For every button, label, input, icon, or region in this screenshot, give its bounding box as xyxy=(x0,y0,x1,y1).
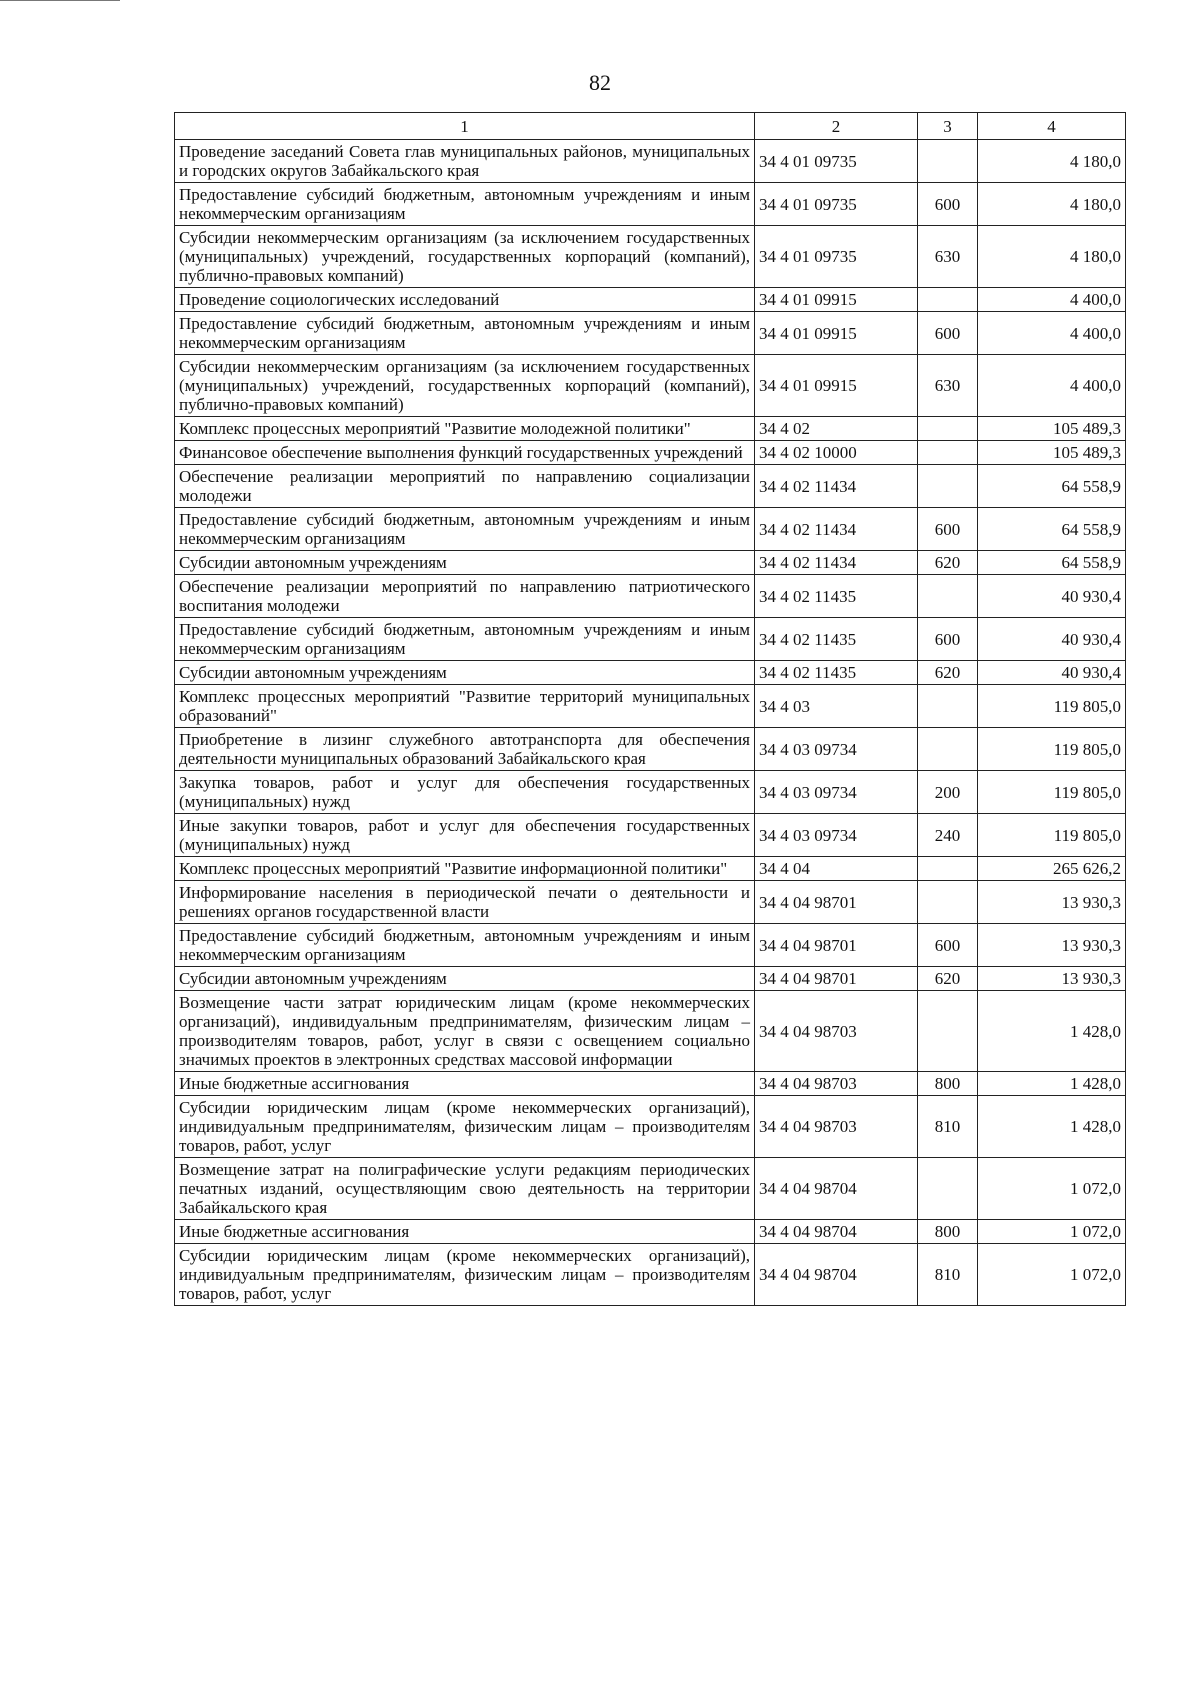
row-name-cell: Комплекс процессных мероприятий "Развитие молодежной политики" xyxy=(175,417,755,441)
row-amount-cell: 40 930,4 xyxy=(978,575,1126,618)
row-type-cell: 620 xyxy=(918,967,978,991)
row-code-cell: 34 4 02 11435 xyxy=(755,618,918,661)
row-type-cell: 600 xyxy=(918,508,978,551)
row-amount-cell: 40 930,4 xyxy=(978,618,1126,661)
row-code-cell: 34 4 04 98701 xyxy=(755,924,918,967)
table-row xyxy=(175,312,1126,355)
row-amount-cell: 119 805,0 xyxy=(978,728,1126,771)
row-type-cell: 620 xyxy=(918,551,978,575)
row-type-cell: 600 xyxy=(918,618,978,661)
table-row xyxy=(175,1158,1126,1220)
row-type-cell xyxy=(918,728,978,771)
row-name-cell: Возмещение затрат на полиграфические услуги редакциям периодических печатных изданий, осуществляющим свою деятельность на территории Забайкальского края xyxy=(175,1158,755,1220)
row-type-cell xyxy=(918,857,978,881)
row-code-cell: 34 4 03 xyxy=(755,685,918,728)
row-code-cell: 34 4 04 98703 xyxy=(755,1096,918,1158)
row-code-cell: 34 4 04 98704 xyxy=(755,1244,918,1306)
row-amount-cell: 119 805,0 xyxy=(978,814,1126,857)
row-name-cell: Информирование населения в периодической печати о деятельности и решениях органов государственной власти xyxy=(175,881,755,924)
row-name-cell: Иные закупки товаров, работ и услуг для обеспечения государственных (муниципальных) нужд xyxy=(175,814,755,857)
table-row xyxy=(175,417,1126,441)
row-type-cell: 240 xyxy=(918,814,978,857)
row-code-cell: 34 4 04 98701 xyxy=(755,881,918,924)
table-row xyxy=(175,857,1126,881)
row-name-cell: Субсидии некоммерческим организациям (за исключением государственных (муниципальных) учреждений, государственных корпораций (компаний), публично-правовых компаний) xyxy=(175,226,755,288)
row-code-cell: 34 4 01 09915 xyxy=(755,355,918,417)
table-row xyxy=(175,465,1126,508)
table-row xyxy=(175,441,1126,465)
table-row xyxy=(175,508,1126,551)
row-type-cell: 600 xyxy=(918,183,978,226)
row-code-cell: 34 4 03 09734 xyxy=(755,728,918,771)
table-row xyxy=(175,967,1126,991)
row-amount-cell: 119 805,0 xyxy=(978,771,1126,814)
row-amount-cell: 1 072,0 xyxy=(978,1158,1126,1220)
row-amount-cell: 1 428,0 xyxy=(978,1072,1126,1096)
table-row xyxy=(175,814,1126,857)
row-type-cell: 800 xyxy=(918,1220,978,1244)
row-name-cell: Иные бюджетные ассигнования xyxy=(175,1220,755,1244)
row-name-cell: Субсидии автономным учреждениям xyxy=(175,661,755,685)
row-amount-cell: 4 180,0 xyxy=(978,140,1126,183)
row-name-cell: Закупка товаров, работ и услуг для обеспечения государственных (муниципальных) нужд xyxy=(175,771,755,814)
row-type-cell xyxy=(918,991,978,1072)
row-type-cell: 600 xyxy=(918,924,978,967)
row-amount-cell: 1 428,0 xyxy=(978,991,1126,1072)
table-row xyxy=(175,991,1126,1072)
row-name-cell: Субсидии некоммерческим организациям (за исключением государственных (муниципальных) учреждений, государственных корпораций (компаний), публично-правовых компаний) xyxy=(175,355,755,417)
row-name-cell: Предоставление субсидий бюджетным, автономным учреждениям и иным некоммерческим организациям xyxy=(175,924,755,967)
row-name-cell: Иные бюджетные ассигнования xyxy=(175,1072,755,1096)
row-type-cell xyxy=(918,288,978,312)
table-row xyxy=(175,1220,1126,1244)
row-code-cell: 34 4 01 09735 xyxy=(755,140,918,183)
row-name-cell: Комплекс процессных мероприятий "Развитие информационной политики" xyxy=(175,857,755,881)
table-row xyxy=(175,881,1126,924)
row-name-cell: Обеспечение реализации мероприятий по направлению социализации молодежи xyxy=(175,465,755,508)
row-code-cell: 34 4 01 09735 xyxy=(755,183,918,226)
row-name-cell: Возмещение части затрат юридическим лицам (кроме некоммерческих организаций), индивидуальным предпринимателям, физическим лицам – производителям товаров, работ, услуг в связи с освещением социально значимых проектов в электронных средствах массовой информации xyxy=(175,991,755,1072)
row-amount-cell: 40 930,4 xyxy=(978,661,1126,685)
row-code-cell: 34 4 02 11435 xyxy=(755,575,918,618)
table-row xyxy=(175,771,1126,814)
row-code-cell: 34 4 04 98703 xyxy=(755,1072,918,1096)
row-name-cell: Комплекс процессных мероприятий "Развитие территорий муниципальных образований" xyxy=(175,685,755,728)
row-name-cell: Предоставление субсидий бюджетным, автономным учреждениям и иным некоммерческим организациям xyxy=(175,508,755,551)
row-name-cell: Приобретение в лизинг служебного автотранспорта для обеспечения деятельности муниципальных образований Забайкальского края xyxy=(175,728,755,771)
row-name-cell: Субсидии автономным учреждениям xyxy=(175,551,755,575)
table-row xyxy=(175,1244,1126,1306)
table-row xyxy=(175,661,1126,685)
row-name-cell: Субсидии автономным учреждениям xyxy=(175,967,755,991)
row-type-cell xyxy=(918,465,978,508)
table-row xyxy=(175,183,1126,226)
table-row xyxy=(175,1072,1126,1096)
row-amount-cell: 105 489,3 xyxy=(978,441,1126,465)
row-code-cell: 34 4 02 10000 xyxy=(755,441,918,465)
row-type-cell: 800 xyxy=(918,1072,978,1096)
row-name-cell: Проведение социологических исследований xyxy=(175,288,755,312)
table-row xyxy=(175,288,1126,312)
budget-table xyxy=(174,112,1126,1306)
row-amount-cell: 4 400,0 xyxy=(978,288,1126,312)
row-code-cell: 34 4 02 11434 xyxy=(755,551,918,575)
row-type-cell: 600 xyxy=(918,312,978,355)
row-amount-cell: 105 489,3 xyxy=(978,417,1126,441)
table-row xyxy=(175,575,1126,618)
page-number: 82 xyxy=(589,70,611,95)
row-name-cell: Субсидии юридическим лицам (кроме некоммерческих организаций), индивидуальным предпринимателям, физическим лицам – производителям товаров, работ, услуг xyxy=(175,1244,755,1306)
row-amount-cell: 13 930,3 xyxy=(978,881,1126,924)
table-row xyxy=(175,140,1126,183)
row-code-cell: 34 4 02 xyxy=(755,417,918,441)
row-name-cell: Проведение заседаний Совета глав муниципальных районов, муниципальных и городских округов Забайкальского края xyxy=(175,140,755,183)
row-code-cell: 34 4 01 09915 xyxy=(755,288,918,312)
row-type-cell: 810 xyxy=(918,1096,978,1158)
row-name-cell: Обеспечение реализации мероприятий по направлению патриотического воспитания молодежи xyxy=(175,575,755,618)
table-header-row xyxy=(175,113,1126,140)
row-code-cell: 34 4 04 xyxy=(755,857,918,881)
row-amount-cell: 4 180,0 xyxy=(978,226,1126,288)
row-type-cell xyxy=(918,575,978,618)
table-row xyxy=(175,1096,1126,1158)
row-code-cell: 34 4 01 09915 xyxy=(755,312,918,355)
row-amount-cell: 1 072,0 xyxy=(978,1220,1126,1244)
row-type-cell xyxy=(918,881,978,924)
row-type-cell xyxy=(918,417,978,441)
row-amount-cell: 64 558,9 xyxy=(978,465,1126,508)
scan-edge-line xyxy=(0,0,120,1)
table-row xyxy=(175,226,1126,288)
table-row xyxy=(175,728,1126,771)
row-code-cell: 34 4 01 09735 xyxy=(755,226,918,288)
row-type-cell xyxy=(918,441,978,465)
row-amount-cell: 13 930,3 xyxy=(978,967,1126,991)
table-row xyxy=(175,685,1126,728)
row-type-cell: 810 xyxy=(918,1244,978,1306)
row-amount-cell: 1 428,0 xyxy=(978,1096,1126,1158)
row-name-cell: Предоставление субсидий бюджетным, автономным учреждениям и иным некоммерческим организациям xyxy=(175,618,755,661)
row-type-cell xyxy=(918,1158,978,1220)
row-code-cell: 34 4 03 09734 xyxy=(755,814,918,857)
row-amount-cell: 64 558,9 xyxy=(978,508,1126,551)
row-type-cell: 630 xyxy=(918,355,978,417)
column-header-2: 2 xyxy=(755,113,918,140)
row-code-cell: 34 4 02 11434 xyxy=(755,508,918,551)
row-code-cell: 34 4 02 11435 xyxy=(755,661,918,685)
row-name-cell: Предоставление субсидий бюджетным, автономным учреждениям и иным некоммерческим организациям xyxy=(175,183,755,226)
row-code-cell: 34 4 04 98704 xyxy=(755,1220,918,1244)
row-type-cell xyxy=(918,685,978,728)
row-type-cell: 620 xyxy=(918,661,978,685)
table-row xyxy=(175,924,1126,967)
column-header-3: 3 xyxy=(918,113,978,140)
row-amount-cell: 64 558,9 xyxy=(978,551,1126,575)
row-amount-cell: 265 626,2 xyxy=(978,857,1126,881)
table-row xyxy=(175,355,1126,417)
row-name-cell: Предоставление субсидий бюджетным, автономным учреждениям и иным некоммерческим организациям xyxy=(175,312,755,355)
row-amount-cell: 13 930,3 xyxy=(978,924,1126,967)
table-row xyxy=(175,551,1126,575)
row-amount-cell: 4 400,0 xyxy=(978,312,1126,355)
row-code-cell: 34 4 03 09734 xyxy=(755,771,918,814)
row-name-cell: Финансовое обеспечение выполнения функций государственных учреждений xyxy=(175,441,755,465)
table-row xyxy=(175,618,1126,661)
row-type-cell: 630 xyxy=(918,226,978,288)
row-amount-cell: 1 072,0 xyxy=(978,1244,1126,1306)
row-amount-cell: 4 400,0 xyxy=(978,355,1126,417)
row-code-cell: 34 4 04 98703 xyxy=(755,991,918,1072)
row-code-cell: 34 4 04 98701 xyxy=(755,967,918,991)
column-header-1: 1 xyxy=(175,113,755,140)
row-code-cell: 34 4 04 98704 xyxy=(755,1158,918,1220)
table-body xyxy=(175,140,1126,1306)
row-amount-cell: 119 805,0 xyxy=(978,685,1126,728)
row-type-cell: 200 xyxy=(918,771,978,814)
row-type-cell xyxy=(918,140,978,183)
row-code-cell: 34 4 02 11434 xyxy=(755,465,918,508)
column-header-4: 4 xyxy=(978,113,1126,140)
row-name-cell: Субсидии юридическим лицам (кроме некоммерческих организаций), индивидуальным предпринимателям, физическим лицам – производителям товаров, работ, услуг xyxy=(175,1096,755,1158)
row-amount-cell: 4 180,0 xyxy=(978,183,1126,226)
